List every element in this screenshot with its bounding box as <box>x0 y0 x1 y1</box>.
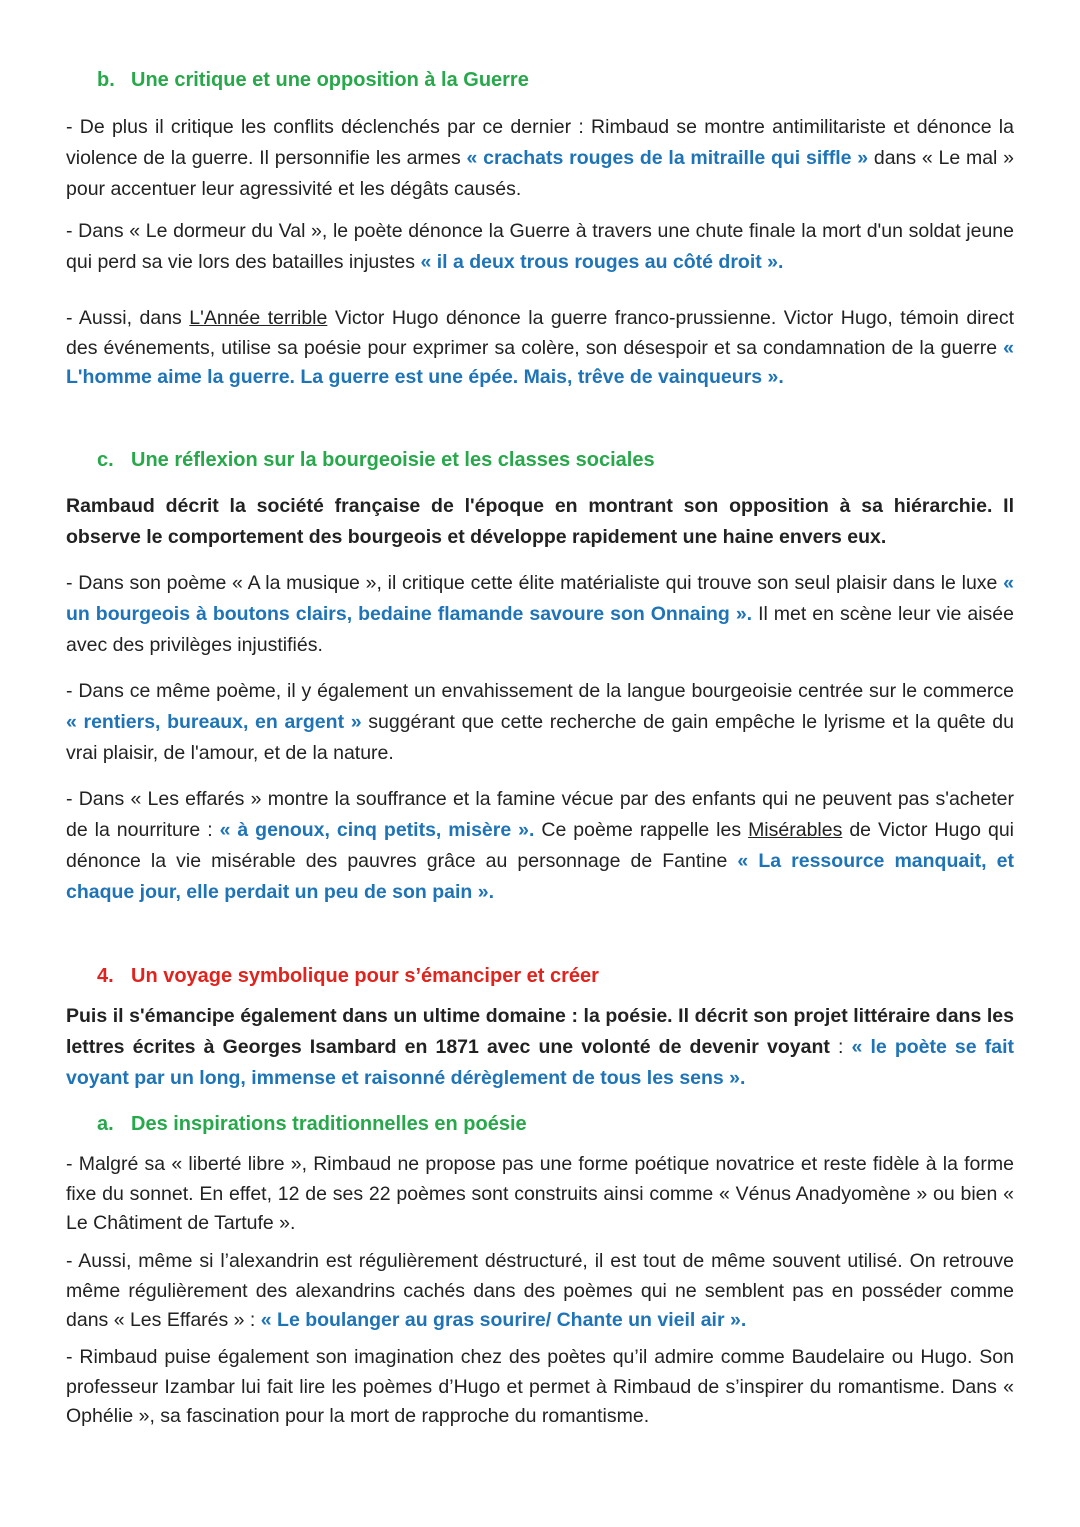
paragraph <box>66 304 1014 393</box>
quote: « le poète se fait voyant par un long, immense et raisonné dérèglement de tous les sens ». <box>66 1036 1014 1089</box>
text: de Victor Hugo qui dénonce la vie misérable des pauvres grâce au personnage de Fantine <box>66 819 1015 872</box>
intro-paragraph <box>66 1001 1014 1094</box>
heading-letter: a. <box>97 1113 114 1135</box>
paragraph <box>66 676 1014 769</box>
text: - Dans « Le dormeur du Val », le poète dénonce la Guerre à travers une chute finale la mort d'un soldat jeune qui perd sa vie lors des batailles injustes <box>66 220 1014 273</box>
heading-title: Une critique et une opposition à la Guerre <box>131 69 529 91</box>
text: : <box>829 1036 852 1058</box>
heading-title: Une réflexion sur la bourgeoisie et les classes sociales <box>131 449 655 471</box>
heading-section-4 <box>97 964 599 988</box>
text: Il met en scène leur vie aisée avec des privilèges injustifiés. <box>66 603 1014 656</box>
quote: « rentiers, bureaux, en argent » <box>66 711 362 733</box>
paragraph <box>66 216 1014 278</box>
paragraph <box>66 784 1014 908</box>
quote: « Le boulanger au gras sourire/ Chante un vieil air ». <box>260 1309 747 1331</box>
heading-number: 4. <box>97 965 114 987</box>
heading-title: Un voyage symbolique pour s’émanciper et créer <box>131 965 599 987</box>
heading-letter: c. <box>97 449 114 471</box>
text: - De plus il critique les conflits déclenchés par ce dernier : Rimbaud se montre antimilitariste et dénonce la violence de la guerre. Il personnifie les armes <box>66 116 1014 169</box>
text: Puis il s'émancipe également dans un ultime domaine : la poésie. Il décrit son projet littéraire dans les lettres écrites à Georges Isambard en 1871 avec une volonté de devenir voyant <box>66 1005 1014 1058</box>
quote: « il a deux trous rouges au côté droit ». <box>420 251 784 273</box>
text: - Dans son poème « A la musique », il critique cette élite matérialiste qui trouve son seul plaisir dans le luxe <box>66 572 1004 594</box>
text: - Aussi, dans <box>66 307 190 329</box>
heading-section-a <box>97 1112 527 1136</box>
quote: « crachats rouges de la mitraille qui siffle » <box>466 147 869 169</box>
quote: « à genoux, cinq petits, misère ». <box>219 819 535 841</box>
quote: « un bourgeois à boutons clairs, bedaine flamande savoure son Onnaing ». <box>66 572 1014 625</box>
text: - Dans « Les effarés » montre la souffrance et la famine vécue par des enfants qui ne peuvent pas s'acheter de la nourriture : <box>66 788 1014 841</box>
text: Victor Hugo dénonce la guerre franco-prussienne. Victor Hugo, témoin direct des événements, utilise sa poésie pour exprimer sa colère, son désespoir et sa condamnation de la guerre <box>66 307 1015 359</box>
paragraph <box>66 112 1014 205</box>
book-title: L'Année terrible <box>189 307 328 329</box>
heading-section-c <box>97 448 655 472</box>
text: - Aussi, même si l’alexandrin est régulièrement déstructuré, il est tout de même souvent utilisé. On retrouve même régulièrement des alexandrins cachés dans des poèmes qui ne semblent pas en posséder comme dans « Les Effarés » : <box>66 1250 1014 1331</box>
text: dans « Le mal » pour accentuer leur agressivité et les dégâts causés. <box>66 147 1014 200</box>
text: Ce poème rappelle les <box>534 819 749 841</box>
heading-title: Des inspirations traditionnelles en poésie <box>131 1113 527 1135</box>
intro-paragraph: Rambaud décrit la société française de l'époque en montrant son opposition à sa hiérarchie. Il observe le comportement des bourgeois et développe rapidement une haine envers eux. <box>66 495 1014 548</box>
paragraph <box>66 1247 1014 1336</box>
heading-section-b <box>97 68 529 92</box>
heading-letter: b. <box>97 69 115 91</box>
quote: « La ressource manquait, et chaque jour, elle perdait un peu de son pain ». <box>66 850 1014 903</box>
quote: « L'homme aime la guerre. La guerre est une épée. Mais, trêve de vainqueurs ». <box>66 336 1014 388</box>
paragraph: - Rimbaud puise également son imagination chez des poètes qu’il admire comme Baudelaire ou Hugo. Son professeur Izambar lui fait lire les poèmes d’Hugo et permet à Rimbaud de s’inspirer du romantisme. Dans « Ophélie », sa fascination pour la mort de rapproche du romantisme. <box>66 1346 1014 1427</box>
paragraph: - Malgré sa « liberté libre », Rimbaud ne propose pas une forme poétique novatrice et reste fidèle à la forme fixe du sonnet. En effet, 12 de ses 22 poèmes sont construits ainsi comme « Vénus Anadyomène » ou bien « Le Châtiment de Tartufe ». <box>66 1153 1014 1234</box>
text: - Dans ce même poème, il y également un envahissement de la langue bourgeoisie centrée sur le commerce <box>66 680 1014 702</box>
paragraph <box>66 568 1014 661</box>
book-title: Misérables <box>748 819 843 841</box>
text: suggérant que cette recherche de gain empêche le lyrisme et la quête du vrai plaisir, de l'amour, et de la nature. <box>66 711 1014 764</box>
